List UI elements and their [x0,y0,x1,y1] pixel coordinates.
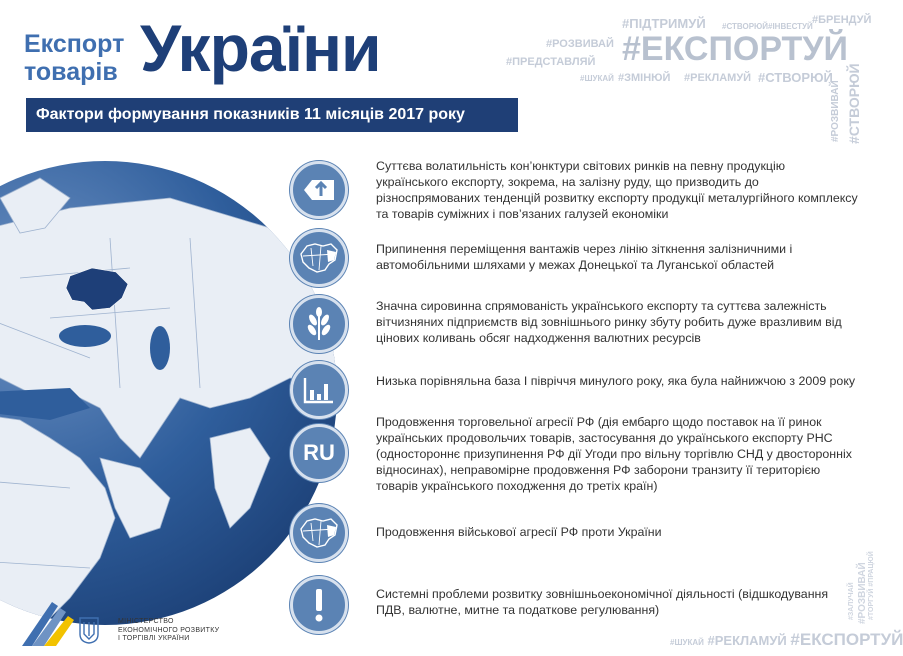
hashtag: #ЗМІНЮЙ [618,72,671,84]
hashtag: #ПІДТРИМУЙ [622,16,706,31]
hashtag: #ШУКАЙ [580,74,614,83]
factor-icon-5 [290,424,348,482]
bar-chart-icon [303,376,335,404]
ministry-line: МІНІСТЕРСТВО [118,618,174,625]
title-ukraine: України [140,11,381,85]
hashtag-export: #ЕКСПОРТУЙ [622,30,848,68]
hashtag: #ІНВЕСТУЙ [768,22,813,31]
subtitle-banner: Фактори формування показників 11 місяців 2017 року [26,98,518,132]
map-icon [299,515,339,551]
factor-icon-6 [290,504,348,562]
hashtag: #ЕКСПОРТУЙ [790,630,903,649]
factor-text-4: Низька порівняльна база І півріччя минулого року, яка була найнижчою з 2009 року [376,374,856,388]
factor-icon-7 [290,576,348,634]
hashtag: #ШУКАЙ [670,638,704,647]
exclamation-icon [312,587,326,623]
factor-text-3: Значна сировинна спрямованість українського експорту та суттєва залежність вітчизняних підприємств від зовнішнього ринку збуту робить дуже вразливим від цінових коливань обсяг надходження валютних ресурсів [376,299,842,345]
hashtag: #БРЕНДУЙ [812,14,872,26]
factor-icon-1 [290,161,348,219]
factor-text-5: Продовження торговельної агресії РФ (дія ембарго щодо поставок на її ринок українських продовольчих товарів, застосування до українського експорту РНС (одностороннє призупинення РФ дії Угоди про вільну торгівлю СНД у двосторонніх відносинах), неправомірне продовження РФ заборони транзиту її територією товарів українського походження до третіх країн) [376,415,852,493]
hashtag: #ПРЕДСТАВЛЯЙ [506,56,596,68]
factor-icon-3 [290,295,348,353]
footer-vertical-hashtags [848,520,878,640]
hashtag: #РЕКЛАМУЙ [707,633,787,648]
hashtag-vertical: #ЗАЛУЧАЙ [848,582,855,620]
wheat-icon [304,306,334,342]
ru-icon: RU [303,440,335,465]
hashtag-vertical: #РОЗВИВАЙ [830,80,841,142]
factor-icon-2 [290,229,348,287]
ministry-line: І ТОРГІВЛІ УКРАЇНИ [118,635,190,642]
ministry-name [118,618,219,644]
hashtag-vertical: #СТВОРЮЙ [846,63,862,144]
hashtag-vertical: #ТОРГУЙ #ПРАЦЮЙ [868,551,875,620]
tag-icon [302,178,336,202]
ministry-line: ЕКОНОМІЧНОГО РОЗВИТКУ [118,626,220,634]
hashtag: #СТВОРЮЙ [722,22,769,31]
title-line-2: товарів [24,58,118,86]
factor-icon-4 [290,361,348,419]
hashtag: #РЕКЛАМУЙ [684,72,752,84]
factor-text-6: Продовження військової агресії РФ проти України [376,525,662,539]
title-line-1: Експорт [24,30,125,58]
hashtag-vertical: #РОЗВИВАЙ [857,562,868,624]
export-logo-icon [22,598,74,646]
hashtag: #РОЗВИВАЙ [546,38,614,50]
map-icon [299,240,339,276]
trident-icon [78,616,100,644]
hashtag: #СТВОРЮЙ [758,70,833,85]
factor-text-1: Суттєва волатильність кон’юнктури світових ринків на певну продукцію українського експорту, зокрема, на залізну руду, що призводить до різноспрямованих тенденцій розвитку експорту продукції металургійного комплексу та товарів суміжних і пов’язаних галузей економіки [376,159,858,221]
factor-text-2: Припинення переміщення вантажів через лінію зіткнення залізничними і автомобільними шляхами у межах Донецької та Луганської областей [376,242,793,272]
factor-text-7: Системні проблеми розвитку зовнішньоекономічної діяльності (відшкодування ПДВ, валютне, митне та податкове регулювання) [376,587,829,617]
